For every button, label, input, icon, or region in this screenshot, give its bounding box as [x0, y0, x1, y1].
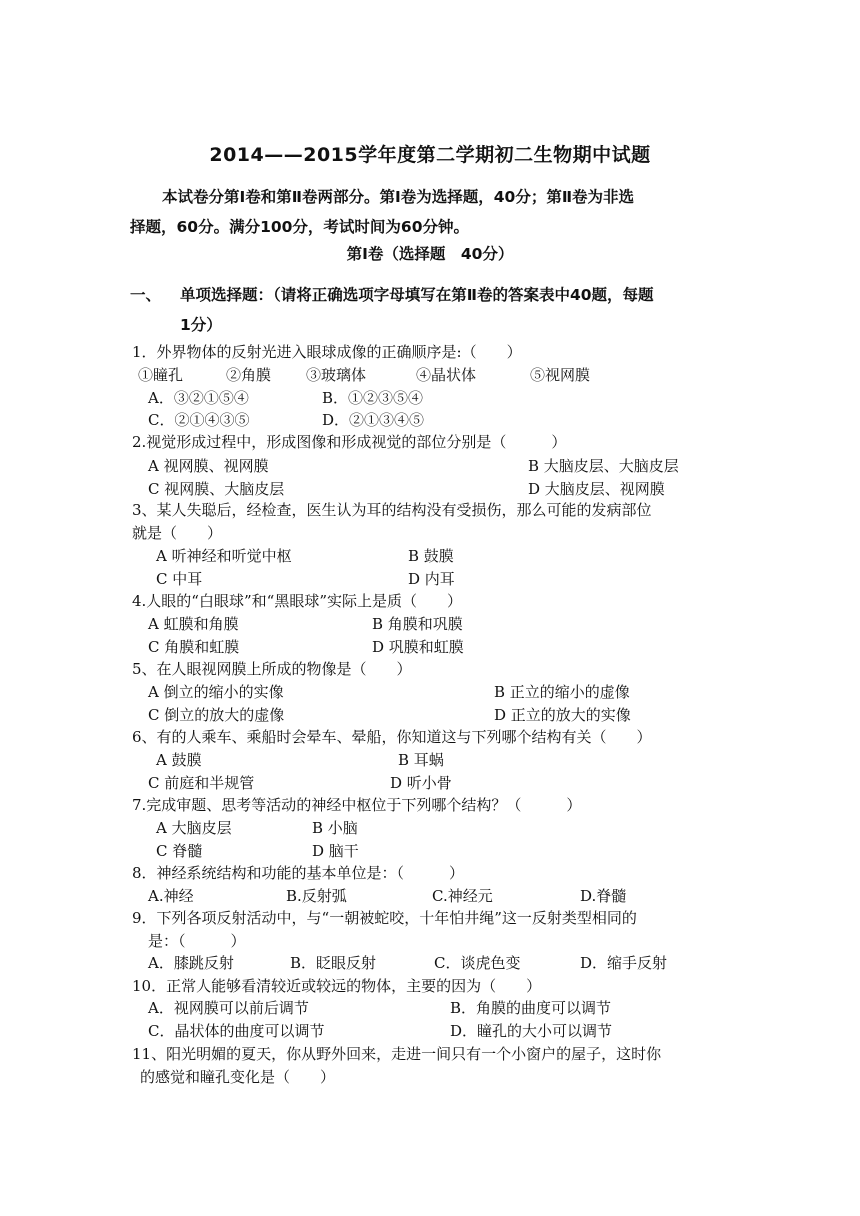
- q7-option-a: A 大脑皮层: [156, 819, 232, 837]
- q7-option-b: B 小脑: [312, 819, 358, 837]
- q1-item-lens: ④晶状体: [416, 366, 477, 384]
- q9-option-b: B．眨眼反射: [290, 954, 377, 972]
- q10-option-d: D．瞳孔的大小可以调节: [450, 1022, 613, 1040]
- question-11-stem-cont: 的感觉和瞳孔变化是（ ）: [140, 1068, 336, 1086]
- question-6-stem: 6、有的人乘车、乘船时会晕车、晕船，你知道这与下列哪个结构有关（ ）: [132, 728, 652, 746]
- q8-option-c: C.神经元: [432, 887, 493, 905]
- q2-option-a: A 视网膜、视网膜: [148, 457, 269, 475]
- q6-option-a: A 鼓膜: [156, 751, 202, 769]
- q1-option-a: A．③②①⑤④: [148, 389, 249, 407]
- question-2-stem: 2.视觉形成过程中，形成图像和形成视觉的部位分别是（ ）: [132, 433, 567, 451]
- q3-option-d: D 内耳: [408, 570, 455, 588]
- q6-option-b: B 耳蜗: [398, 751, 444, 769]
- q9-option-a: A．膝跳反射: [148, 954, 234, 972]
- q1-option-b: B．①②③⑤④: [322, 389, 424, 407]
- q5-option-a: A 倒立的缩小的实像: [148, 683, 284, 701]
- question-9-stem-cont: 是：（ ）: [148, 932, 246, 950]
- question-8-stem: 8．神经系统结构和功能的基本单位是：（ ）: [132, 864, 465, 882]
- q7-option-d: D 脑干: [312, 842, 359, 860]
- q2-option-d: D 大脑皮层、视网膜: [528, 480, 665, 498]
- question-7-stem: 7.完成审题、思考等活动的神经中枢位于下列哪个结构？（ ）: [132, 796, 582, 814]
- q10-option-b: B．角膜的曲度可以调节: [450, 999, 612, 1017]
- q6-option-d: D 听小骨: [390, 774, 452, 792]
- q4-option-a: A 虹膜和角膜: [148, 615, 239, 633]
- intro-line-1: 本试卷分第Ⅰ卷和第Ⅱ卷两部分。第Ⅰ卷为选择题，40分；第Ⅱ卷为非选: [162, 188, 635, 206]
- q8-option-d: D.脊髓: [580, 887, 627, 905]
- q4-option-c: C 角膜和虹膜: [148, 638, 240, 656]
- q10-option-a: A．视网膜可以前后调节: [148, 999, 309, 1017]
- q4-option-b: B 角膜和巩膜: [372, 615, 463, 633]
- q3-option-a: A 听神经和听觉中枢: [156, 547, 292, 565]
- q5-option-d: D 正立的放大的实像: [494, 706, 631, 724]
- q2-option-b: B 大脑皮层、大脑皮层: [528, 457, 679, 475]
- q2-option-c: C 视网膜、大脑皮层: [148, 480, 285, 498]
- part-number: 一、: [130, 286, 162, 304]
- q8-option-a: A.神经: [148, 887, 194, 905]
- q8-option-b: B.反射弧: [286, 887, 347, 905]
- q1-item-vitreous: ③玻璃体: [306, 366, 367, 384]
- q1-option-d: D．②①③④⑤: [322, 411, 425, 429]
- exam-title: 2014——2015学年度第二学期初二生物期中试题: [209, 144, 651, 166]
- q1-option-c: C．②①④③⑤: [148, 411, 250, 429]
- question-11-stem: 11、阳光明媚的夏天，你从野外回来，走进一间只有一个小窗户的屋子，这时你: [132, 1045, 662, 1063]
- question-1-stem: 1．外界物体的反射光进入眼球成像的正确顺序是:（ ）: [132, 343, 522, 361]
- q1-item-pupil: ①瞳孔: [138, 366, 184, 384]
- q5-option-c: C 倒立的放大的虚像: [148, 706, 285, 724]
- q3-option-b: B 鼓膜: [408, 547, 454, 565]
- intro-line-2: 择题，60分。满分100分，考试时间为60分钟。: [130, 218, 469, 236]
- q6-option-c: C 前庭和半规管: [148, 774, 255, 792]
- q4-option-d: D 巩膜和虹膜: [372, 638, 464, 656]
- part-heading-continuation: 1分）: [180, 316, 222, 334]
- part-heading-text: 单项选择题：（请将正确选项字母填写在第Ⅱ卷的答案表中40题，每题: [180, 286, 654, 304]
- part-heading: [130, 280, 740, 340]
- q9-option-c: C．谈虎色变: [434, 954, 521, 972]
- question-10-stem: 10．正常人能够看清较近或较远的物体，主要的因为（ ）: [132, 977, 542, 995]
- question-5-stem: 5、在人眼视网膜上所成的物像是（ ）: [132, 660, 412, 678]
- question-4-stem: 4.人眼的“白眼球”和“黑眼球”实际上是质（ ）: [132, 592, 462, 610]
- q1-item-retina: ⑤视网膜: [530, 366, 591, 384]
- section-title: 第Ⅰ卷（选择题 40分）: [346, 245, 514, 263]
- q7-option-c: C 脊髓: [156, 842, 203, 860]
- q1-item-cornea: ②角膜: [226, 366, 272, 384]
- question-3-stem-cont: 就是（ ）: [132, 524, 223, 542]
- question-3-stem: 3、某人失聪后，经检查，医生认为耳的结构没有受损伤，那么可能的发病部位: [132, 501, 652, 519]
- q9-option-d: D．缩手反射: [580, 954, 668, 972]
- question-9-stem: 9．下列各项反射活动中，与“一朝被蛇咬，十年怕井绳”这一反射类型相同的: [132, 909, 637, 927]
- q5-option-b: B 正立的缩小的虚像: [494, 683, 630, 701]
- q10-option-c: C．晶状体的曲度可以调节: [148, 1022, 325, 1040]
- q3-option-c: C 中耳: [156, 570, 203, 588]
